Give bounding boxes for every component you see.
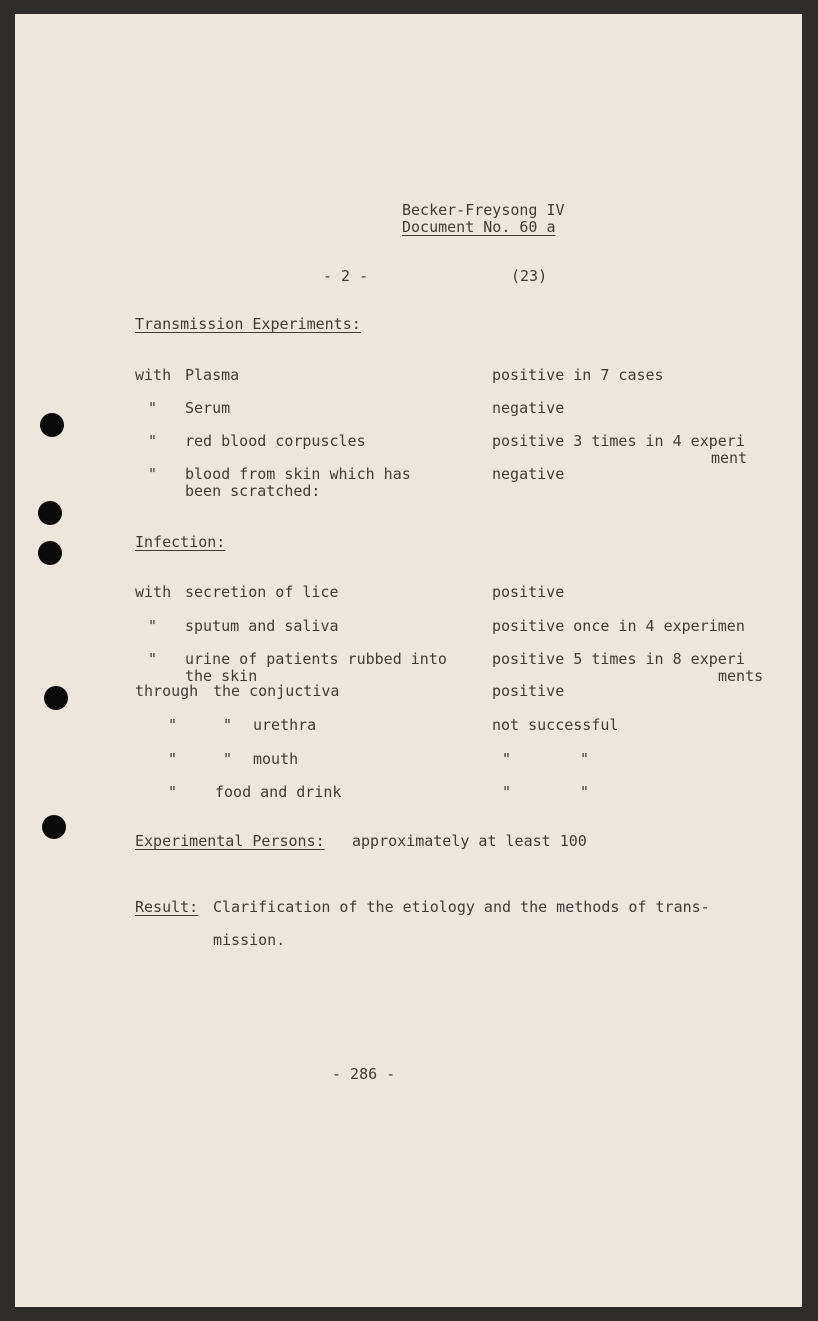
infection-row-prefix: through [135,682,199,700]
sheet-reference: (23) [511,267,548,285]
infection-row-result: positive [492,682,565,700]
result-text: Clarification of the etiology and the methods of trans- [213,898,710,916]
transmission-row-result: positive in 7 cases [492,366,664,384]
infection-row-result-continued: ments [718,667,764,685]
infection-row-prefix-secondary: " [223,716,233,734]
infection-row-prefix: " [168,783,178,801]
infection-row-prefix: with [135,583,172,601]
infection-row-item-continued: the skin [185,667,258,685]
punch-hole [42,815,66,839]
document-header-title: Becker-Freysong IV [402,201,565,219]
experimental-persons-value: approximately at least 100 [352,832,587,850]
result-text-continued: mission. [213,931,286,949]
transmission-heading: Transmission Experiments: [135,315,361,333]
transmission-row-result-continued: ment [711,449,748,467]
footer-page-number: - 286 - [332,1065,396,1083]
punch-hole [44,686,68,710]
transmission-row-item: red blood corpuscles [185,432,366,450]
punch-hole [38,501,62,525]
infection-row-result: positive [492,583,565,601]
infection-row-prefix: " [168,716,178,734]
transmission-row-item: Plasma [185,366,240,384]
infection-row-item: secretion of lice [185,583,339,601]
transmission-row-item-continued: been scratched: [185,482,321,500]
infection-row-item: urine of patients rubbed into [185,650,447,668]
infection-row-prefix: " [168,750,178,768]
transmission-row-result: positive 3 times in 4 experi [492,433,745,450]
infection-row-result-secondary: " [580,783,590,801]
transmission-row-result: negative [492,465,565,483]
experimental-persons-label: Experimental Persons: [135,832,325,850]
transmission-row-item: Serum [185,399,231,417]
transmission-row-result: negative [492,399,565,417]
page-number: - 2 - [323,267,369,285]
infection-row-prefix: " [148,617,158,635]
document-header-number: Document No. 60 a [402,218,556,236]
infection-row-item: the conjuctiva [213,682,340,700]
transmission-row-item: blood from skin which has [185,465,411,483]
transmission-row-prefix: " [148,399,158,417]
infection-row-item: mouth [253,750,299,768]
punch-hole [38,541,62,565]
infection-row-prefix-secondary: " [223,750,233,768]
infection-row-result: " [502,750,512,768]
transmission-row-prefix: " [148,465,158,483]
punch-hole [40,413,64,437]
infection-row-item: urethra [253,716,317,734]
infection-row-result: positive once in 4 experimen [492,618,745,635]
transmission-row-prefix: " [148,432,158,450]
infection-heading: Infection: [135,533,226,551]
infection-row-result: positive 5 times in 8 experi [492,651,745,668]
infection-row-result-secondary: " [580,750,590,768]
infection-row-result: not successful [492,716,619,734]
infection-row-result: " [502,783,512,801]
infection-row-prefix: " [148,650,158,668]
infection-row-item: food and drink [215,783,342,801]
infection-row-item: sputum and saliva [185,617,339,635]
result-label: Result: [135,898,199,916]
transmission-row-prefix: with [135,366,172,384]
